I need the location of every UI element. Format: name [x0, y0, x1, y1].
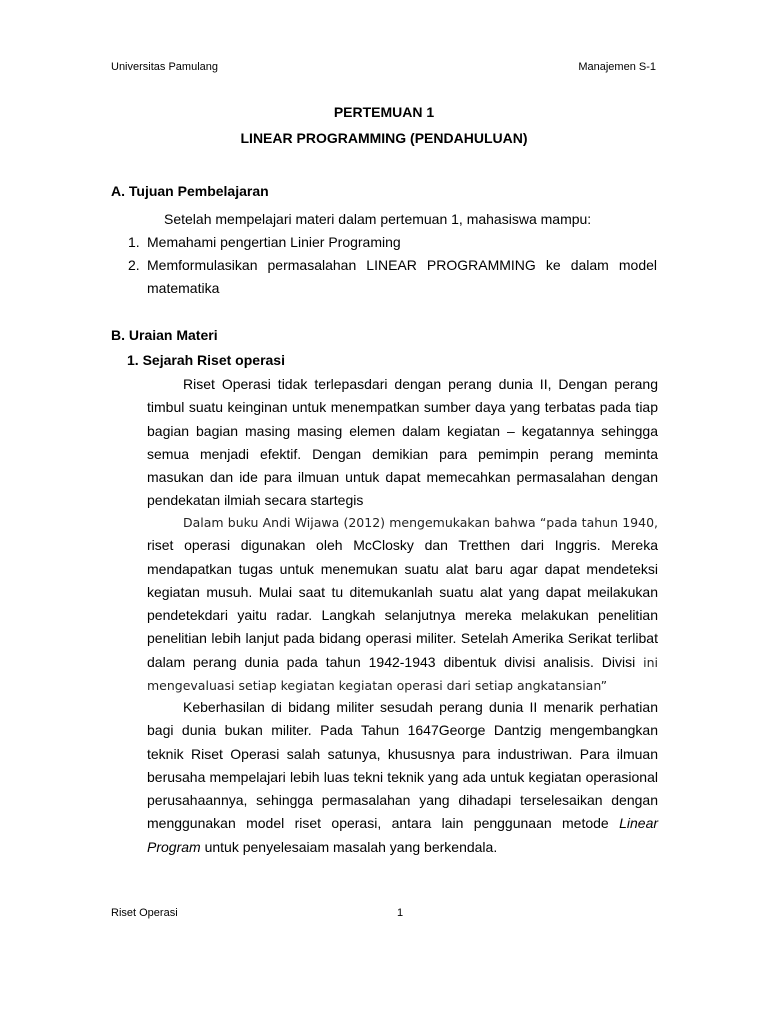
header-program: Manajemen S-1	[578, 61, 656, 73]
italic-term: Linear Program	[147, 815, 659, 855]
paragraph-3-text: Keberhasilan di bidang militer sesudah perang dunia II menarik perhatian bagi dunia bukan militer. Pada Tahun 1647George Dantzig mengembangkan teknik Riset Operasi salah satunya, khususnya para industriwan. Para ilmuan berusaha mempelajari lebih luas tekni teknik yang ada untuk kegiatan operasional perusahaannya, sehingga permasalahan yang dihadapi terselesaikan dengan menggunakan model riset operasi, antara lain penggunaan metode	[147, 699, 658, 832]
paragraph-1	[147, 373, 658, 513]
list-number: 1.	[128, 234, 140, 250]
page-number: 1	[397, 907, 404, 919]
section-a-heading: A. Tujuan Pembelajaran	[111, 183, 269, 199]
subsection-title: Sejarah Riset operasi	[142, 352, 285, 368]
header-institution: Universitas Pamulang	[111, 61, 218, 73]
list-number: 2.	[128, 257, 140, 273]
section-a-intro: Setelah mempelajari materi dalam pertemuan 1, mahasiswa mampu:	[164, 211, 592, 227]
paragraph-3-end: untuk penyelesaiam masalah yang berkendala.	[204, 838, 498, 855]
list-text: Memahami pengertian Linier Programing	[147, 234, 401, 250]
paragraph-2-text: riset operasi digunakan oleh McClosky dan Tretthen dari Inggris. Mereka mendapatkan tugas untuk menemukan suatu alat baru agar dapat mendeteksi kegiatan musuh. Mulai saat tu ditemukanlah suatu alat yang dapat meilakukan pendetekdari yaitu radar. Langkah selanjutnya mereka melakukan penelitian penelitian lebih lanjut pada bidang operasi militer. Setelah Amerika Serikat terlibat dalam perang dunia pada tahun 1942-1943 dibentuk divisi analisis. Divisi	[147, 537, 658, 670]
section-b-heading: B. Uraian Materi	[111, 327, 218, 343]
paragraph-3	[147, 696, 658, 859]
footer-course: Riset Operasi	[111, 907, 178, 919]
subsection-heading	[127, 352, 285, 368]
quote-start: Dalam buku Andi Wijawa (2012) mengemukakan bahwa “pada tahun 1940,	[183, 515, 658, 530]
subsection-number: 1.	[127, 352, 139, 368]
quote-end: ini mengevaluasi setiap kegiatan kegiatan operasi dari setiap angkatansian”	[147, 654, 659, 694]
page-title: PERTEMUAN 1	[333, 104, 435, 120]
paragraph-1-text: Riset Operasi tidak terlepasdari dengan perang dunia II, Dengan perang timbul suatu keinginan untuk menempatkan sumber daya yang terbatas pada tiap bagian bagian masing masing elemen dalam kegiatan – kegatannya sehingga semua menjadi efektif. Dengan demikian para pemimpin perang meminta masukan dan ide para ilmuan untuk dapat memecahkan permasalahan dengan pendekatan ilmiah secara startegis	[147, 376, 658, 509]
list-text-continued: matematika	[147, 280, 220, 296]
page-subtitle: LINEAR PROGRAMMING (PENDAHULUAN)	[240, 130, 528, 146]
list-text: Memformulasikan permasalahan LINEAR PROGRAMMING ke dalam model	[147, 257, 657, 273]
paragraph-2	[147, 511, 658, 697]
